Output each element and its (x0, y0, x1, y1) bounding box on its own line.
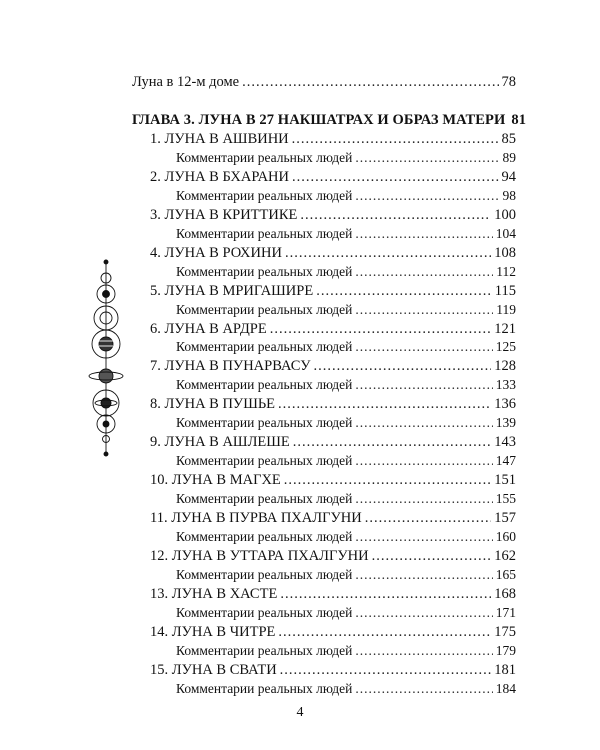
toc-leader-dots (355, 375, 492, 395)
toc-comment-label: Комментарии реальных людей (176, 604, 353, 620)
toc-leader-dots (280, 584, 491, 604)
toc-leader-dots (280, 660, 492, 680)
toc-section-entry (150, 660, 516, 680)
toc-comment-page: 104 (495, 225, 516, 241)
toc-section-label: 2. ЛУНА В БХАРАНИ (150, 168, 289, 185)
toc-comment-entry (176, 300, 516, 320)
toc-comment-page: 133 (495, 377, 516, 393)
toc-leader-dots (242, 72, 498, 92)
toc-comment-entry (176, 489, 516, 509)
toc-leader-dots (355, 337, 492, 357)
toc-leader-dots (365, 508, 492, 528)
toc-comment-entry (176, 527, 516, 547)
toc-section-entry (150, 508, 516, 528)
toc-comment-entry (176, 413, 516, 433)
toc-leader-dots (355, 641, 492, 661)
toc-section-label: 6. ЛУНА В АРДРЕ (150, 320, 267, 337)
toc-comment-label: Комментарии реальных людей (176, 263, 353, 279)
toc-section-page: 181 (494, 661, 516, 678)
toc-section-page: 121 (494, 320, 516, 337)
toc-section-page: 115 (494, 282, 516, 299)
toc-leader-dots (355, 451, 492, 471)
toc-section-label: 3. ЛУНА В КРИТТИКЕ (150, 206, 298, 223)
toc-section-entry (150, 129, 516, 149)
toc-leader-dots (292, 129, 499, 149)
toc-section-label: 15. ЛУНА В СВАТИ (150, 661, 277, 678)
toc-section-entry (150, 319, 516, 339)
toc-comment-label: Комментарии реальных людей (176, 642, 353, 658)
toc-leader-dots (355, 565, 492, 585)
toc-section-label: 1. ЛУНА В АШВИНИ (150, 131, 289, 147)
toc-leader-dots (355, 527, 492, 547)
toc-comment-entry (176, 186, 516, 206)
toc-section-entry (150, 394, 516, 414)
toc-comment-label: Комментарии реальных людей (176, 491, 353, 507)
toc-section-label: 4. ЛУНА В РОХИНИ (150, 244, 282, 261)
toc-section-label: 9. ЛУНА В АШЛЕШЕ (150, 434, 290, 451)
toc-leader-dots (355, 679, 492, 699)
toc-comment-entry (176, 337, 516, 357)
toc-comment-page: 119 (496, 301, 516, 317)
toc-comment-page: 98 (502, 187, 516, 203)
toc-comment-entry (176, 375, 516, 395)
toc-comment-entry (176, 565, 516, 585)
toc-entry-previous (132, 72, 516, 92)
toc-section-page: 94 (501, 168, 516, 185)
toc-section-entry (150, 205, 516, 225)
toc-comment-page: 155 (495, 491, 516, 507)
toc-comment-entry (176, 641, 516, 661)
toc-comment-entry (176, 679, 516, 699)
toc-leader-dots (355, 300, 493, 320)
toc-comment-page: 89 (502, 149, 516, 165)
toc-chapter-page: 81 (511, 112, 527, 128)
toc-section-label: 10. ЛУНА В МАГХЕ (150, 472, 281, 489)
toc-comment-page: 179 (495, 642, 516, 658)
toc-section-label: 5. ЛУНА В МРИГАШИРЕ (150, 282, 314, 299)
toc-comment-label: Комментарии реальных людей (176, 149, 353, 165)
toc-comment-page: 147 (495, 453, 516, 469)
toc-comment-label: Комментарии реальных людей (176, 225, 353, 241)
toc-section-label: 11. ЛУНА В ПУРВА ПХАЛГУНИ (150, 510, 362, 526)
toc-section-entry (150, 622, 516, 642)
toc-comment-page: 112 (496, 263, 516, 279)
toc-comment-page: 165 (495, 566, 516, 582)
toc-comment-label: Комментарии реальных людей (176, 680, 353, 696)
toc-leader-dots (270, 319, 492, 339)
toc-section-label: 7. ЛУНА В ПУНАРВАСУ (150, 358, 311, 375)
toc-comment-entry (176, 603, 516, 623)
toc-section-page: 85 (501, 131, 516, 147)
toc-section-page: 128 (494, 358, 516, 375)
planets-ornament-icon (86, 258, 126, 458)
toc-leader-dots (355, 148, 499, 168)
toc-section-entry (150, 167, 516, 187)
toc-comment-entry (176, 224, 516, 244)
toc-comment-label: Комментарии реальных людей (176, 377, 353, 393)
toc-section-entry (150, 546, 516, 566)
toc-leader-dots (278, 622, 491, 642)
toc-section-label: 12. ЛУНА В УТТАРА ПХАЛГУНИ (150, 547, 369, 564)
toc-leader-dots (355, 186, 499, 206)
toc-section-label: 14. ЛУНА В ЧИТРЕ (150, 623, 276, 640)
toc-comment-label: Комментарии реальных людей (176, 301, 353, 317)
toc-leader-dots (313, 356, 491, 376)
toc-section-label: 13. ЛУНА В ХАСТЕ (150, 585, 278, 602)
toc-comment-page: 160 (495, 528, 516, 544)
toc-comment-label: Комментарии реальных людей (176, 187, 353, 203)
toc-leader-dots (292, 167, 499, 187)
toc-section-page: 151 (494, 472, 516, 489)
toc-section-page: 162 (494, 547, 516, 564)
toc-chapter-label: ГЛАВА 3. ЛУНА В 27 НАКШАТРАХ И ОБРАЗ МАТЕРИ (132, 112, 506, 128)
toc-section-page: 157 (494, 510, 516, 526)
toc-leader-dots (355, 262, 493, 282)
toc-leader-dots (355, 224, 492, 244)
toc-comment-page: 139 (495, 415, 516, 431)
toc-leader-dots (278, 394, 491, 414)
toc-leader-dots (372, 546, 492, 566)
toc-section-entry (150, 281, 516, 301)
toc-section-label: 8. ЛУНА В ПУШЬЕ (150, 396, 276, 413)
toc-leader-dots (355, 603, 492, 623)
toc-leader-dots (285, 243, 491, 263)
toc-section-page: 143 (494, 434, 516, 451)
toc-comment-label: Комментарии реальных людей (176, 528, 353, 544)
toc-section-page: 175 (494, 623, 516, 640)
page-number: 4 (296, 705, 304, 720)
toc-comment-page: 171 (495, 604, 516, 620)
toc-leader-dots (355, 489, 492, 509)
toc-leader-dots (293, 432, 492, 452)
toc-leader-dots (284, 470, 491, 490)
toc-section-page: 136 (494, 396, 516, 413)
toc-comment-label: Комментарии реальных людей (176, 415, 353, 431)
toc-section-entry (150, 584, 516, 604)
toc-section-page: 168 (494, 585, 516, 602)
toc-section-entry (150, 356, 516, 376)
toc-section-entry (150, 432, 516, 452)
toc-section-page: 100 (494, 206, 516, 223)
toc-section-entry (150, 243, 516, 263)
toc-leader-dots (316, 281, 492, 301)
toc-comment-page: 125 (495, 339, 516, 355)
toc-comment-entry (176, 451, 516, 471)
toc-chapter-heading (132, 110, 527, 130)
toc-section-page: 108 (494, 244, 516, 261)
toc-comment-label: Комментарии реальных людей (176, 566, 353, 582)
toc-comment-label: Комментарии реальных людей (176, 453, 353, 469)
toc-entry-page: 78 (501, 74, 516, 90)
toc-comment-page: 184 (495, 680, 516, 696)
toc-leader-dots (300, 205, 491, 225)
toc-comment-entry (176, 148, 516, 168)
toc-comment-label: Комментарии реальных людей (176, 339, 353, 355)
toc-section-entry (150, 470, 516, 490)
toc-entry-label: Луна в 12-м доме (132, 74, 240, 90)
toc-leader-dots (355, 413, 492, 433)
toc-comment-entry (176, 262, 516, 282)
